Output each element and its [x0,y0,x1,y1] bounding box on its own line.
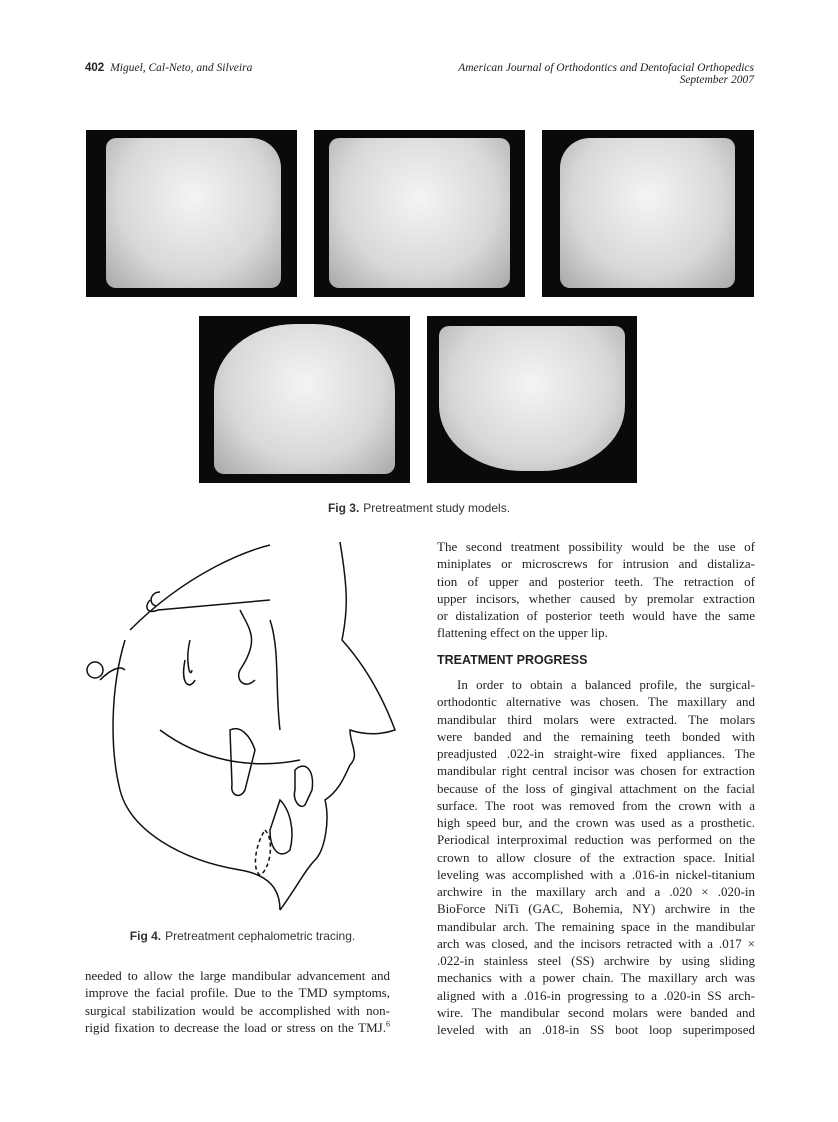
text-line: mandibular right central incisor was chosen for extraction [437,763,755,779]
text-line: flattening effect on the upper lip. [437,625,608,641]
text-line: leveled with an .018-in SS boot loop superimposed [437,1022,755,1037]
text-line: were banded and the remaining teeth bonded with [437,728,755,744]
text-line: mandibular arch. The remaining space in the mandibular [437,918,755,934]
text-line: .022-in stainless steel (SS) archwire by using sliding [437,953,755,968]
text-line: surface. The root was removed from the crown with a [437,797,755,813]
fig3-caption [0,501,838,515]
text-line: wire. The mandibular second molars were banded and [437,1004,755,1020]
section-heading: TREATMENT PROGRESS [437,653,588,667]
cephalometric-tracing [80,530,410,920]
text-line: because of the loss of gingival attachment on the facial [437,780,755,796]
text-line: needed to allow the large mandibular advancement and [85,968,390,983]
issue-date: September 2007 [679,74,754,86]
text-line: arch was closed, and the incisors retracted with a .017 × [437,935,755,951]
text-line: rigid fixation to decrease the load or stress on the TMJ. [85,1019,386,1035]
text-line: BioForce NiTi (GAC, Bohemia, NY) archwire in the [437,901,755,917]
text-line: In order to obtain a balanced profile, the surgical- [457,677,755,692]
text-line: crown to allow closure of the extraction space. Initial [437,849,755,865]
running-header-left [85,62,252,74]
text-line: The second treatment possibility would be the use of [437,539,755,554]
study-model-maxillary-occlusal [199,316,410,483]
text-line: upper incisors, whether caused by premolar extraction [437,590,755,606]
right-column-para2 [437,676,755,1038]
fig4-caption [85,929,400,943]
text-line: mandibular third molars were extracted. The molars [437,711,755,727]
page-number: 402 [85,62,105,74]
text-line: or distalization of posterior teeth would have the same [437,608,755,623]
text-line: aligned with a .016-in progressing to a .020-in SS arch- [437,987,755,1003]
text-line: orthodontic alternative was chosen. The maxillary and [437,694,755,710]
text-line: leveling was accomplished with a .016-in nickel-titanium [437,866,755,882]
fig3-caption-text: Pretreatment study models. [363,501,511,515]
fig4-label: Fig 4. [129,929,162,943]
text-line: high speed bur, and the crown was used as a prosthetic. [437,815,755,830]
text-line: archwire in the maxillary arch and a .020 × .020-in [437,884,755,899]
study-model-mandibular-occlusal [427,316,637,483]
left-column-text [85,967,390,1036]
authors: Miguel, Cal-Neto, and Silveira [110,62,253,74]
text-line: miniplates or microscrews for intrusion and distaliza- [437,556,755,572]
text-line: mechanics with a power chain. The maxillary arch was [437,970,755,986]
journal-name: American Journal of Orthodontics and Dentofacial Orthopedics [458,62,754,74]
study-model-right-lateral [86,130,297,297]
text-line: improve the facial profile. Due to the TMD symptoms, [85,985,390,1001]
reference-6: 6 [386,1019,390,1029]
fig3-label: Fig 3. [327,501,360,515]
text-line: tion of upper and posterior teeth. The retraction of [437,573,755,589]
text-line: Periodical interproximal reduction was performed on the [437,832,755,848]
running-header-right [458,62,754,86]
text-line-last [85,1019,390,1036]
study-model-left-lateral [542,130,754,297]
text-line: surgical stabilization would be accomplished with non- [85,1002,390,1018]
text-line: preadjusted .022-in straight-wire fixed appliances. The [437,746,755,761]
right-column-para1 [437,538,755,642]
study-model-frontal [314,130,525,297]
fig4-caption-text: Pretreatment cephalometric tracing. [165,929,356,943]
